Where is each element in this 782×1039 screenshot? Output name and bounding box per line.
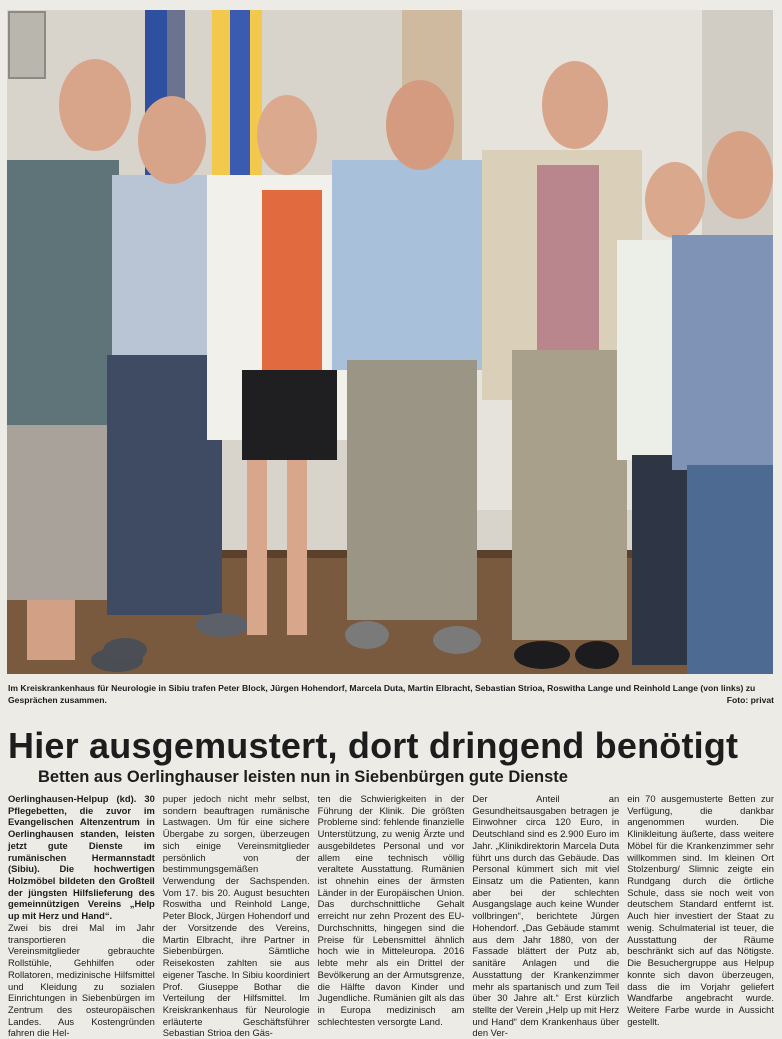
photo-credit: Foto: privat bbox=[726, 694, 774, 705]
article-column-1-body: Zwei bis drei Mal im Jahr transportieren die Vereinsmitglieder gebrauchte Rollstühle, Gehhilfen oder Rollatoren, medizinische Hilfsmittel und Kleidung zu sozialen Einrichtungen in Siebenbürgen im Zentrum des osteuropäischen Landes. Aus Kostengründen fahren die Hel- bbox=[8, 921, 155, 1039]
article-column-4-text: Der Anteil an Gesundheitsausgaben betragen je Einwohner circa 120 Euro, in Deutschland sind es 2.900 Euro im Jahr. „Klinikdirektorin Marcela Duta führt uns durch das Gebäude. Das Personal kümmert sich mit viel Einsatz um die Patienten, kann aber bei der schlechten Ausgangslage auch keine Wunder vollbringen“, berichtete Jürgen Hohendorf. „Das Gebäude stammt aus dem Jahr 1880, von der Fassade blättert der Putz ab, sanitäre Anlagen und die Ausstattung der Krankenzimmer mehr als spartanisch und zum Teil über 30 Jahre alt.“ Erst kürzlich stellte der Verein „Help up mit Herz und Hand“ dem Krankenhaus über den Ver- bbox=[472, 793, 620, 1039]
article-column-5-text: ein 70 ausgemusterte Betten zur Verfügung, die dankbar angenommen wurden. Die Klinikleitung äußerte, dass weitere Möbel für die Krankenzimmer sehr willkommen sind. Im kleinen Ort Stolzenburg/ Slimnic zeigte ein Rundgang durch die örtliche Schule, dass sie noch weit von deutschem Standard entfernt ist. Auch hier investiert der Staat zu wenig. Schulmaterial ist teuer, die Ausstattung der Räume beschränkt sich auf das Nötigste. Die Besuchergruppe aus Helpup konnte sich davon überzeugen, dass die im Vorjahr geliefert Wandfarbe angebracht wurde. Weitere Farbe wurde in Aussicht gestellt. bbox=[627, 793, 774, 1027]
group-photo bbox=[7, 10, 773, 674]
article-column-2 bbox=[162, 793, 310, 1039]
article-column-5 bbox=[627, 793, 774, 1027]
group-photo-illustration bbox=[7, 10, 773, 674]
article-subheadline: Betten aus Oerlinghauser leisten nun in Siebenbürgen gute Dienste bbox=[38, 768, 568, 786]
article-column-3-text: ten die Schwierigkeiten in der Führung der Klinik. Die größten Probleme sind: fehlende finanzielle Unterstützung, zu wenig Ärzte und ausgebildetes Personal und vor allem eine technisch völlig veraltete Ausstattung. Rumänien ist ohnehin eines der ärmsten Länder in der Europäischen Union. Das durchschnittliche Gehalt erreicht nur zehn Prozent des EU-Durchschnitts, hingegen sind die Preise für Lebensmittel ähnlich hoch wie in Mitteleuropa. 2016 lebte mehr als ein Drittel der Bevölkerung an der Armutsgrenze, die Hälfte davon Kinder und Jugendliche. Rumänien gilt als das in Europa medizinisch am schlechtesten versorgte Land. bbox=[317, 793, 465, 1027]
photo-caption bbox=[8, 683, 774, 706]
article-column-2-text: puper jedoch nicht mehr selbst, sondern beauftragen rumänische Lastwagen. Um für eine sichere Übergabe zu sorgen, überzeugen sich einige Vereinsmitglieder persönlich von der bestimmungsgemäßen Verwendung der Sachspenden. Vom 17. bis 20. August besuchten Roswitha und Reinhold Lange, Peter Block, Jürgen Hohendorf und der Vorsitzende des Vereins, Martin Elbracht, ihre Partner in Siebenbürgen. Sämtliche Reisekosten zahlten sie aus eigener Tasche. In Sibiu koordiniert Prof. Giuseppe Bothar die Verteilung der Hilfsmittel. Im Kreiskrankenhaus für Neurologie erläuterte Geschäftsführer Sebastian Strioa den Gäs- bbox=[162, 793, 310, 1039]
article-lead: Oerlinghausen-Helpup (kd). 30 Pflegebetten, die zuvor im Evangelischen Altenzentrum in Oerlinghausen standen, leisten jetzt gute Dienste im rumänischen Hermannstadt (Sibiu). Die hochwertigen Holzmöbel bildeten den Großteil der jüngsten Hilfslieferung des gemeinnützigen Vereins „Help up mit Herz und Hand“. bbox=[8, 793, 155, 922]
article-headline: Hier ausgemustert, dort dringend benötigt bbox=[8, 725, 739, 766]
caption-text: Im Kreiskrankenhaus für Neurologie in Sibiu trafen Peter Block, Jürgen Hohendorf, Marcela Duta, Martin Elbracht, Sebastian Strioa, Roswitha Lange und Reinhold Lange (von links) zu Gesprächen zusammen. bbox=[8, 683, 756, 705]
article-column-3 bbox=[317, 793, 465, 1027]
article-column-4 bbox=[472, 793, 620, 1039]
article-column-1 bbox=[8, 793, 155, 1039]
person-martin-elbracht bbox=[332, 80, 497, 654]
article-body bbox=[8, 793, 774, 1039]
